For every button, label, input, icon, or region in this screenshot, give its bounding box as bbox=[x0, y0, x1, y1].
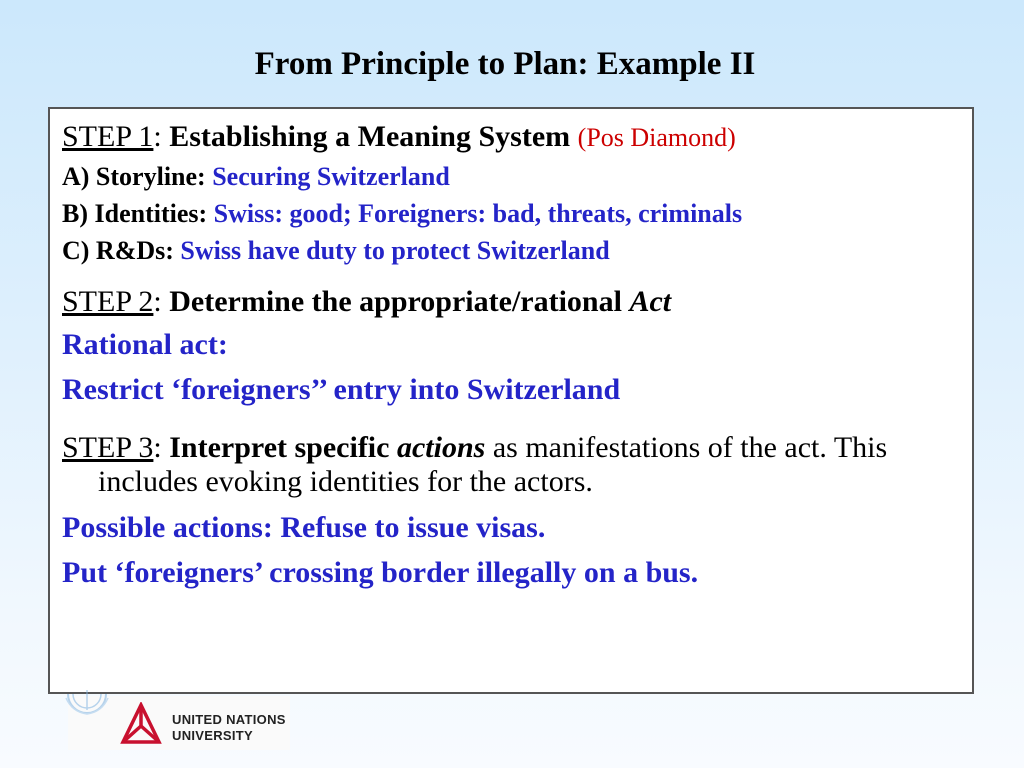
step1-item-label: B) Identities: bbox=[62, 199, 208, 228]
step3-line: Put ‘foreigners’ crossing border illegally on a bus. bbox=[62, 556, 699, 589]
unu-mark-icon bbox=[120, 702, 162, 748]
step3-sep: : bbox=[153, 431, 162, 464]
step1-item bbox=[62, 232, 962, 269]
logo-line2: UNIVERSITY bbox=[172, 728, 254, 743]
step1-item bbox=[62, 158, 962, 195]
step1-item-value: Swiss have duty to protect Switzerland bbox=[180, 236, 610, 265]
step2-title-emphasis: Act bbox=[629, 285, 672, 318]
step1-item-value: Swiss: good; Foreigners: bad, threats, criminals bbox=[213, 199, 743, 228]
step3-line: Possible actions: Refuse to issue visas. bbox=[62, 511, 546, 544]
step1-item-value: Securing Switzerland bbox=[212, 162, 450, 191]
step1-item-label: C) R&Ds: bbox=[62, 236, 174, 265]
logo-line1: UNITED NATIONS bbox=[172, 712, 286, 727]
step3-title-emphasis: actions bbox=[396, 431, 486, 464]
step2-line: Restrict ‘foreigners’’ entry into Switzerland bbox=[62, 373, 621, 406]
step2-label: STEP 2 bbox=[62, 285, 154, 318]
step1-item bbox=[62, 195, 962, 232]
slide-title: From Principle to Plan: Example II bbox=[254, 46, 756, 82]
step2-line: Rational act: bbox=[62, 328, 228, 361]
step3-label: STEP 3 bbox=[62, 431, 154, 464]
step3-title: Interpret specific bbox=[169, 431, 390, 464]
step2-title: Determine the appropriate/rational bbox=[169, 285, 622, 318]
step2-heading bbox=[62, 282, 962, 322]
step3-description: as manifestations of the act. This includes evoking identities for the actors. bbox=[98, 431, 888, 498]
un-globe-icon bbox=[64, 690, 110, 716]
step1-label: STEP 1 bbox=[62, 120, 154, 153]
step1-heading bbox=[62, 117, 962, 158]
step1-note: (Pos Diamond) bbox=[577, 123, 736, 152]
content-box bbox=[48, 107, 974, 694]
logo-text bbox=[172, 712, 286, 744]
step1-title: Establishing a Meaning System bbox=[169, 120, 571, 153]
step2-sep: : bbox=[153, 285, 162, 318]
step3-paragraph bbox=[62, 431, 962, 499]
step1-sep: : bbox=[153, 120, 162, 153]
step1-item-label: A) Storyline: bbox=[62, 162, 206, 191]
